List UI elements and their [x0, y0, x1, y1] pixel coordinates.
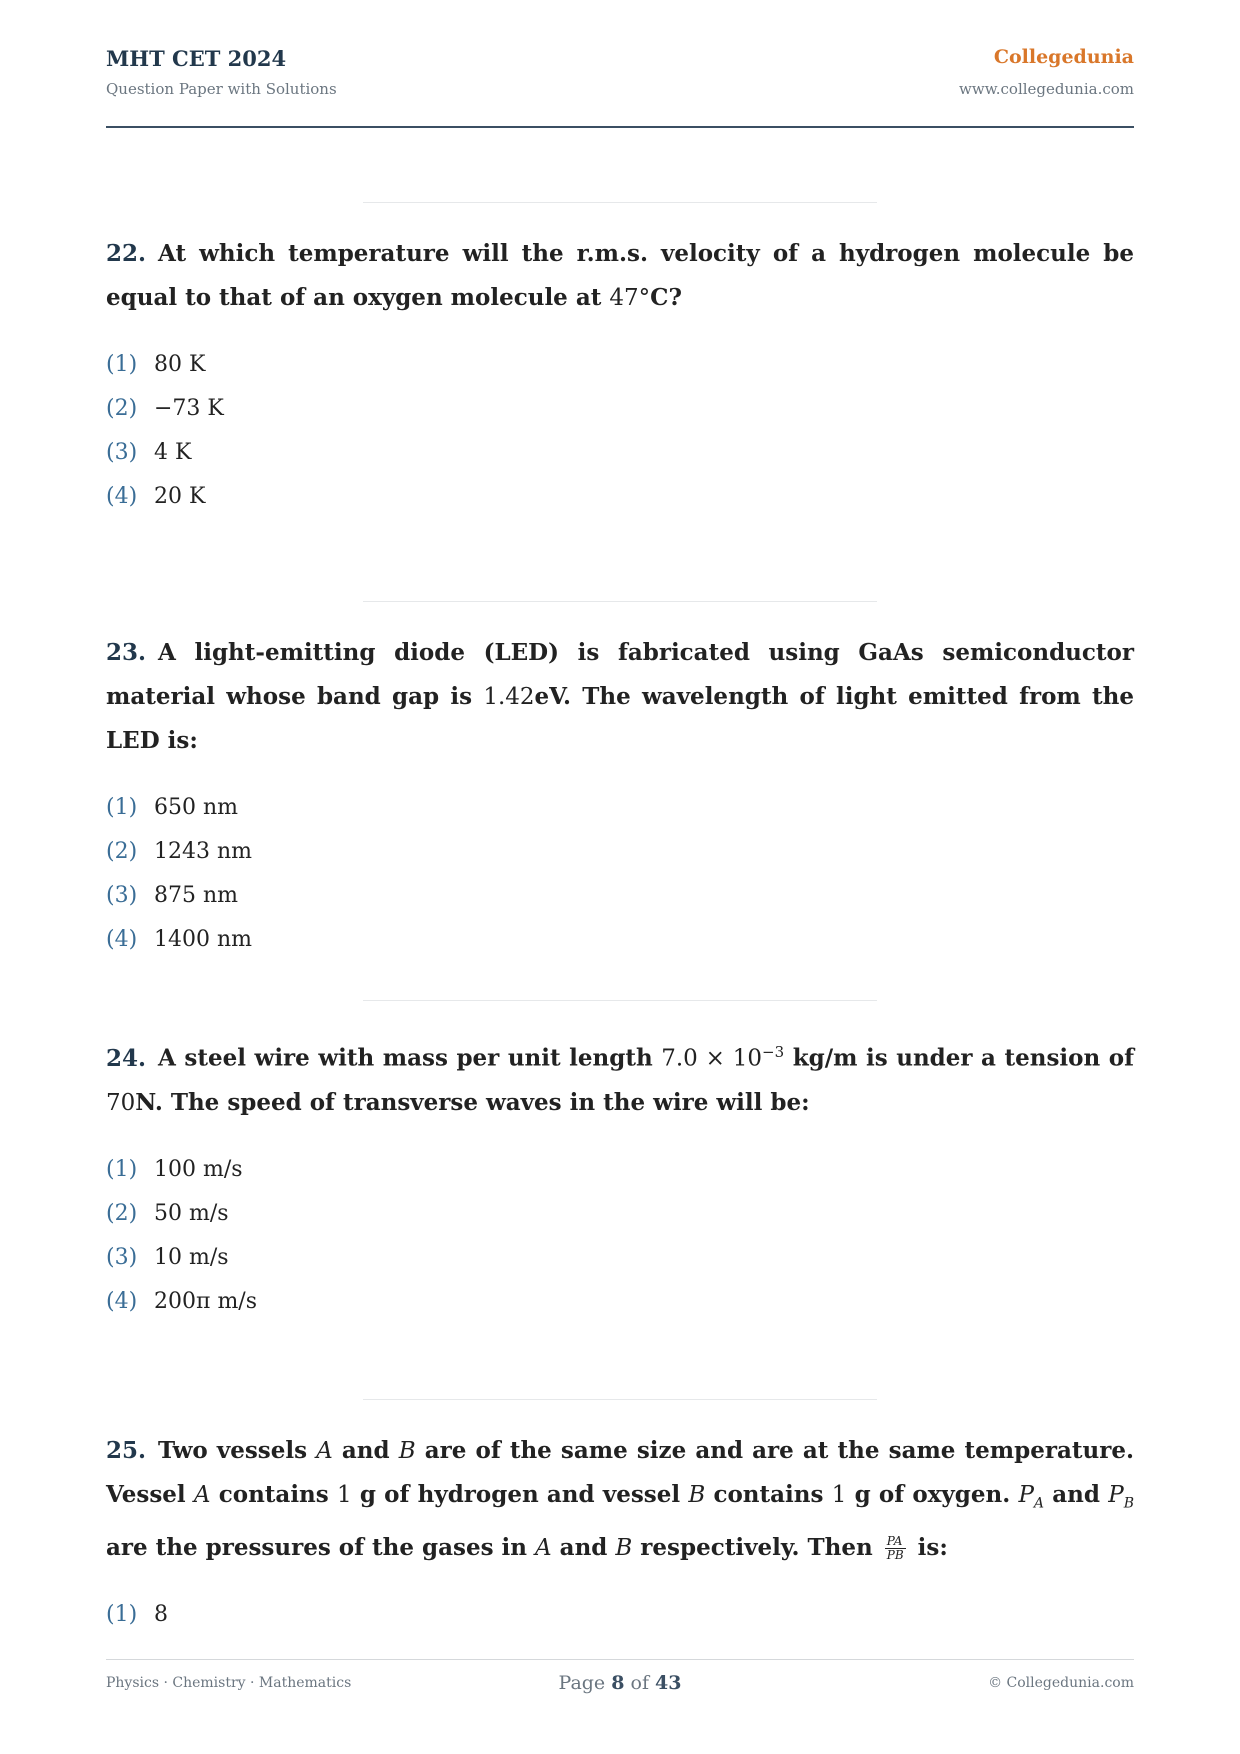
- question-number: 24.: [106, 1044, 147, 1072]
- question-separator: [363, 601, 877, 602]
- option[interactable]: (1) 8: [106, 1601, 168, 1627]
- question-separator: [363, 202, 877, 203]
- option[interactable]: (3) 4 K: [106, 440, 192, 465]
- question-text: 24. A steel wire with mass per unit length $7.0 \times 10^{-3}$ kg/m is under a tension of 70N. The speed of transverse waves in the wire will be:: [106, 1043, 1134, 1116]
- option[interactable]: (2) −73 K: [106, 396, 224, 421]
- question-24: [106, 1030, 1134, 1331]
- options-list: [106, 793, 1134, 969]
- question-number: 22.: [106, 240, 147, 267]
- options-list: [106, 350, 1134, 526]
- brand-name: Collegedunia: [993, 46, 1134, 68]
- exam-title: MHT CET 2024: [106, 46, 287, 71]
- brand-url: www.collegedunia.com: [959, 80, 1134, 98]
- question-text: 25. Two vessels A and B are of the same size and are at the same temperature. Vessel A contains 1 g of hydrogen and vessel B contains 1 g of oxygen. $P_A$ and $P_B$ are the pressures of the gases in A and B respectively. Then $\frac{PA}{PB}$ is:: [106, 1437, 1134, 1563]
- question-22: [106, 232, 1134, 526]
- option[interactable]: (1) 100 m/s: [106, 1156, 243, 1182]
- question-text: 23. A light-emitting diode (LED) is fabricated using GaAs semiconductor material whose band gap is 1.42eV. The wavelength of light emitted from the LED is:: [106, 639, 1135, 754]
- question-text: 22. At which temperature will the r.m.s. velocity of a hydrogen molecule be equal to that of an oxygen molecule at 47°C?: [106, 240, 1134, 311]
- option[interactable]: (4) 20 K: [106, 484, 206, 509]
- option[interactable]: (4) 1400 nm: [106, 927, 253, 952]
- option[interactable]: (1) 650 nm: [106, 795, 239, 820]
- footer-subjects: Physics · Chemistry · Mathematics: [106, 1675, 352, 1691]
- option[interactable]: (1) 80 K: [106, 352, 206, 377]
- question-separator: [363, 1000, 877, 1001]
- question-separator: [363, 1399, 877, 1400]
- page-indicator: Page 8 of 43: [558, 1672, 682, 1694]
- option[interactable]: (2) 1243 nm: [106, 839, 253, 864]
- question-number: 25.: [106, 1437, 147, 1464]
- option[interactable]: (3) 875 nm: [106, 883, 239, 908]
- pressure-ratio-fraction: $\frac{PA}{PB}$: [886, 1534, 904, 1563]
- option[interactable]: (3) 10 m/s: [106, 1244, 229, 1270]
- exam-subtitle: Question Paper with Solutions: [106, 80, 337, 98]
- footer-copyright: © Collegedunia.com: [988, 1675, 1134, 1691]
- question-number: 23.: [106, 639, 147, 666]
- option[interactable]: (2) 50 m/s: [106, 1200, 229, 1226]
- question-23: [106, 631, 1134, 969]
- page-footer: [106, 1659, 1134, 1708]
- question-25: [106, 1429, 1134, 1644]
- options-list: [106, 1600, 1134, 1644]
- page-header: [106, 44, 1134, 128]
- option[interactable]: (4) 200π m/s: [106, 1288, 258, 1314]
- options-list: [106, 1155, 1134, 1331]
